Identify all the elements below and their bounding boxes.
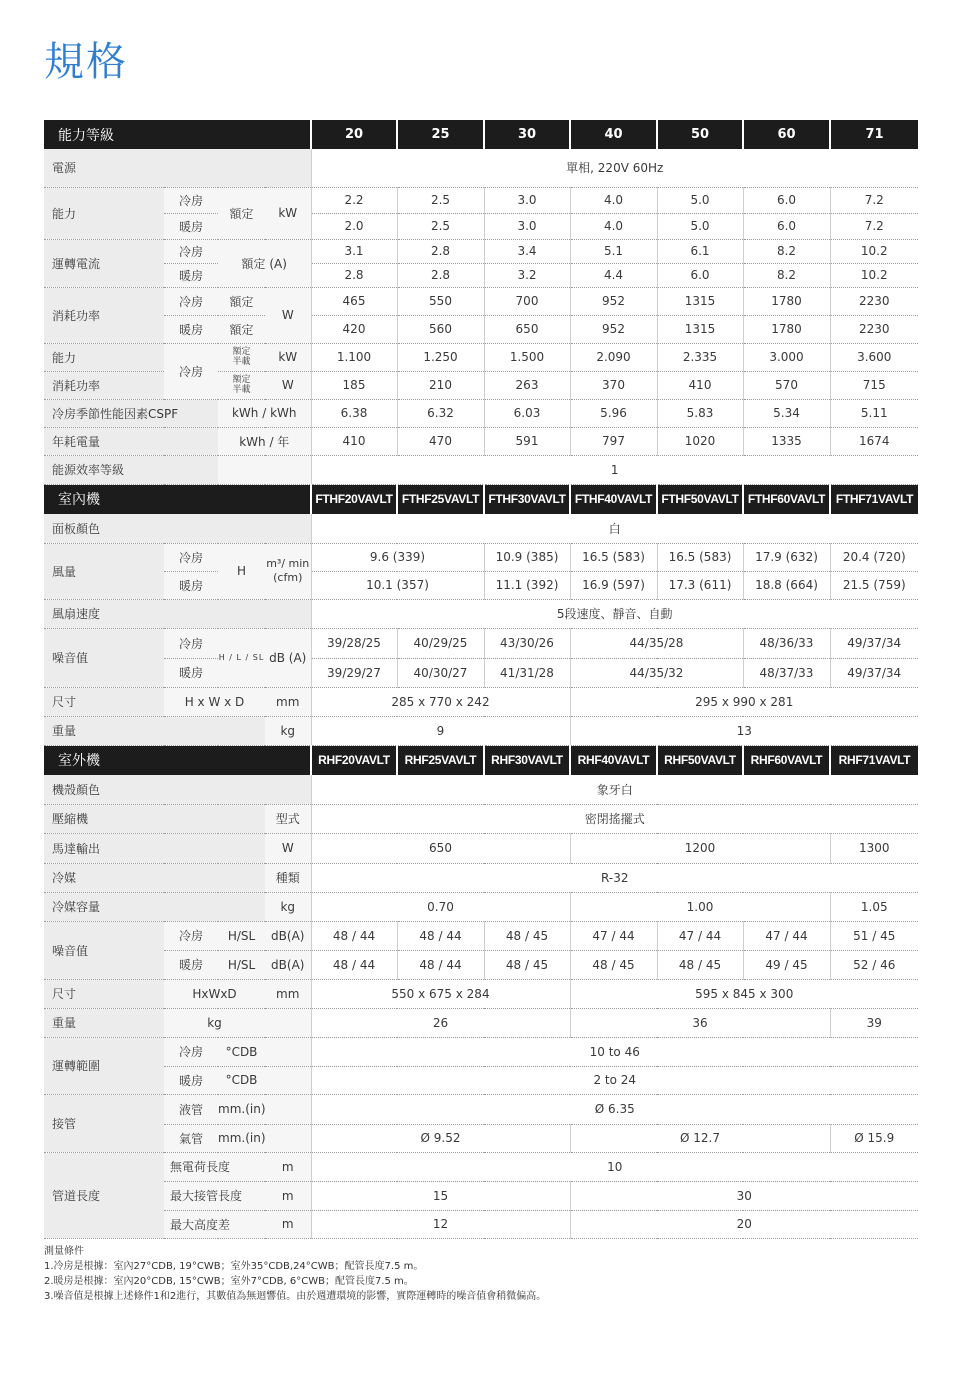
len-max-small: 15 [311,1181,570,1210]
air-cool-71: 20.4 (720) [830,543,918,571]
cspf-71: 5.11 [830,399,918,427]
pc-heat-40: 952 [570,315,657,343]
air-cool-30: 10.9 (385) [484,543,570,571]
current-cool-60: 8.2 [743,239,830,263]
annual-20: 410 [311,427,397,455]
in-dim-unit: mm [265,687,311,716]
current-heat-40: 4.4 [570,263,657,287]
current-heat-30: 3.2 [484,263,570,287]
in-dim-label: 尺寸 [44,687,164,716]
mode-cool: 冷房 [164,287,218,315]
casing-row [44,775,918,804]
half-cap-30: 1.500 [484,343,570,371]
mode-heat: 暖房 [164,1066,218,1094]
in-weight-small: 9 [311,716,570,745]
capacity-cool-50: 5.0 [657,187,743,213]
casing-value: 象牙白 [311,775,918,804]
motor-small: 650 [311,833,570,863]
in-noise-heat-71: 49/37/34 [830,658,918,687]
in-noise-heat-row [44,658,918,687]
eff-label: 能源效率等級 [44,455,218,484]
motor-label: 馬達輸出 [44,833,265,863]
pc-cool-60: 1780 [743,287,830,315]
pc-label: 消耗功率 [44,287,164,343]
notes-title: 測量條件 [44,1246,84,1257]
half-pc-40: 370 [570,371,657,399]
out-noise-cool-60: 47 / 44 [743,921,830,950]
outdoor-model-50: RHF50VAVLT [657,745,743,775]
rated-label: 額定 [218,187,265,239]
header-label: 能力等級 [44,120,311,149]
comp-unit: 型式 [265,804,311,833]
pc-heat-30: 650 [484,315,570,343]
mode-heat: 暖房 [164,658,218,687]
outdoor-model-60: RHF60VAVLT [743,745,830,775]
comp-label: 壓縮機 [44,804,265,833]
mode-cool: 冷房 [164,628,218,658]
in-dim-small: 285 x 770 x 242 [311,687,570,716]
capacity-heat-40: 4.0 [570,213,657,239]
air-cool-60: 17.9 (632) [743,543,830,571]
annual-60: 1335 [743,427,830,455]
air-heat-71: 21.5 (759) [830,571,918,599]
pc-cool-20: 465 [311,287,397,315]
class-30: 30 [484,120,570,149]
len-height-large: 20 [570,1210,918,1238]
indoor-model-71: FTHF71VAVLT [830,484,918,514]
unit-kw: kW [265,343,311,371]
measurement-notes [44,1244,546,1304]
pipe-gas-mid: Ø 12.7 [570,1124,830,1152]
half-pc-60: 570 [743,371,830,399]
in-dim-hwd: H x W x D [164,687,265,716]
pc-heat-60: 1780 [743,315,830,343]
unit-w: W [265,287,311,343]
len-height-row [44,1210,918,1238]
half-pc-50: 410 [657,371,743,399]
refq-unit: kg [265,892,311,921]
pipe-liquid-value: Ø 6.35 [311,1094,918,1124]
out-noise-label: 噪音值 [44,921,164,979]
mode-heat: 暖房 [164,315,218,343]
note-3: 3.噪音值是根據上述條件1和2進行，其數值為無迴響值。由於週遭環境的影響，實際運轉時的噪音值會稍微偏高。 [44,1291,547,1302]
out-noise-cool-50: 47 / 44 [657,921,743,950]
half-pc-30: 263 [484,371,570,399]
out-noise-heat-row [44,950,918,979]
pc-heat-71: 2230 [830,315,918,343]
pipe-gas-row [44,1124,918,1152]
motor-row [44,833,918,863]
out-weight-small: 26 [311,1008,570,1037]
out-noise-cool-20: 48 / 44 [311,921,397,950]
ref-unit: 種類 [265,863,311,892]
class-60: 60 [743,120,830,149]
in-noise-heat-25: 40/30/27 [397,658,484,687]
pipe-liquid: 液管 [164,1094,218,1124]
page-title: 規格 [44,39,128,85]
pipe-gas-small: Ø 9.52 [311,1124,570,1152]
ref-value: R-32 [311,863,918,892]
air-heat-40: 16.9 (597) [570,571,657,599]
capacity-heat-60: 6.0 [743,213,830,239]
current-cool-30: 3.4 [484,239,570,263]
annual-30: 591 [484,427,570,455]
outdoor-model-20: RHF20VAVLT [311,745,397,775]
len-unit: m [265,1210,311,1238]
pc-heat-row [44,315,918,343]
len-label: 管道長度 [44,1152,164,1238]
mode-heat: 暖房 [164,213,218,239]
mode-cool: 冷房 [164,921,218,950]
indoor-model-20: FTHF20VAVLT [311,484,397,514]
current-unit: 額定 (A) [218,239,311,287]
cspf-unit: kWh / kWh [218,399,311,427]
air-unit: m³/ min (cfm) [265,543,311,599]
pc-heat-25: 560 [397,315,484,343]
annual-40: 797 [570,427,657,455]
pc-heat-50: 1315 [657,315,743,343]
half-cap-label: 能力 [44,343,164,371]
current-cool-40: 5.1 [570,239,657,263]
current-heat-60: 8.2 [743,263,830,287]
annual-25: 470 [397,427,484,455]
cspf-40: 5.96 [570,399,657,427]
out-noise-mode: H/SL [218,921,265,950]
current-heat-50: 6.0 [657,263,743,287]
ref-row [44,863,918,892]
unit-w: W [265,371,311,399]
half-cap-row [44,343,918,371]
half-cap-50: 2.335 [657,343,743,371]
spec-table [44,120,918,1239]
mode-heat: 暖房 [164,571,218,599]
in-noise-cool-25: 40/29/25 [397,628,484,658]
in-noise-unit: dB (A) [265,628,311,687]
current-cool-25: 2.8 [397,239,484,263]
note-2: 2.暖房是根據：室內20°CDB, 15°CWB；室外7°CDB, 6°CWB；配管長度7.5 m。 [44,1276,414,1287]
cspf-60: 5.34 [743,399,830,427]
refq-large: 1.05 [830,892,918,921]
mode-cool: 冷房 [164,343,218,399]
out-dim-hwd: HxWxD [164,979,265,1008]
current-cool-20: 3.1 [311,239,397,263]
air-h: H [218,543,265,599]
half-cap-40: 2.090 [570,343,657,371]
out-noise-cool-row [44,921,918,950]
len-free-row [44,1152,918,1181]
annual-row [44,427,918,455]
in-noise-heat-30: 41/31/28 [484,658,570,687]
air-heat-20-25: 10.1 (357) [311,571,484,599]
indoor-model-25: FTHF25VAVLT [397,484,484,514]
out-noise-heat-71: 52 / 46 [830,950,918,979]
capacity-heat-25: 2.5 [397,213,484,239]
out-noise-heat-60: 49 / 45 [743,950,830,979]
in-noise-cool-20: 39/28/25 [311,628,397,658]
power-label: 電源 [44,149,311,187]
current-heat-25: 2.8 [397,263,484,287]
half-cap-20: 1.100 [311,343,397,371]
pipe-gas-large: Ø 15.9 [830,1124,918,1152]
out-weight-unit: kg [164,1008,265,1037]
cspf-label: 冷房季節性能因素CSPF [44,399,218,427]
pc-cool-71: 2230 [830,287,918,315]
ref-label: 冷媒 [44,863,265,892]
in-noise-cool-60: 48/36/33 [743,628,830,658]
annual-50: 1020 [657,427,743,455]
out-weight-large: 39 [830,1008,918,1037]
casing-label: 機殼顏色 [44,775,311,804]
capacity-cool-71: 7.2 [830,187,918,213]
in-weight-label: 重量 [44,716,265,745]
half-cap-60: 3.000 [743,343,830,371]
rated-half: 額定 半載 [218,371,265,399]
out-noise-cool-25: 48 / 44 [397,921,484,950]
range-cool-value: 10 to 46 [311,1037,918,1066]
capacity-heat-20: 2.0 [311,213,397,239]
in-noise-cool-30: 43/30/26 [484,628,570,658]
half-pc-label: 消耗功率 [44,371,164,399]
range-cool-row [44,1037,918,1066]
in-dim-row [44,687,918,716]
rated-label: 額定 [218,315,265,343]
out-noise-cool-30: 48 / 45 [484,921,570,950]
cspf-50: 5.83 [657,399,743,427]
in-dim-large: 295 x 990 x 281 [570,687,918,716]
capacity-heat-row [44,213,918,239]
range-heat-value: 2 to 24 [311,1066,918,1094]
current-cool-50: 6.1 [657,239,743,263]
refq-mid: 1.00 [570,892,830,921]
half-cap-25: 1.250 [397,343,484,371]
cspf-30: 6.03 [484,399,570,427]
in-weight-unit: kg [265,716,311,745]
pc-cool-40: 952 [570,287,657,315]
air-heat-50: 17.3 (611) [657,571,743,599]
half-pc-20: 185 [311,371,397,399]
len-unit: m [265,1181,311,1210]
indoor-model-40: FTHF40VAVLT [570,484,657,514]
out-noise-heat-50: 48 / 45 [657,950,743,979]
pc-cool-50: 1315 [657,287,743,315]
fan-label: 風扇速度 [44,599,311,628]
current-cool-71: 10.2 [830,239,918,263]
out-weight-mid: 36 [570,1008,830,1037]
capacity-cool-25: 2.5 [397,187,484,213]
out-noise-unit: dB(A) [265,921,311,950]
air-heat-row [44,571,918,599]
len-max-large: 30 [570,1181,918,1210]
fan-value: 5段速度、靜音、自動 [311,599,918,628]
in-noise-heat-40-50: 44/35/32 [570,658,743,687]
pc-cool-30: 700 [484,287,570,315]
outdoor-model-71: RHF71VAVLT [830,745,918,775]
in-noise-heat-20: 39/29/27 [311,658,397,687]
pc-heat-20: 420 [311,315,397,343]
in-noise-label: 噪音值 [44,628,164,687]
air-cool-50: 16.5 (583) [657,543,743,571]
in-noise-heat-60: 48/37/33 [743,658,830,687]
capacity-cool-30: 3.0 [484,187,570,213]
mode-heat: 暖房 [164,263,218,287]
out-dim-row [44,979,918,1008]
range-label: 運轉範圍 [44,1037,164,1094]
pipe-unit: mm.(in) [218,1124,265,1152]
indoor-header-row [44,484,918,514]
len-free-label: 無電荷長度 [164,1152,265,1181]
pc-cool-25: 550 [397,287,484,315]
current-heat-row [44,263,918,287]
fan-row [44,599,918,628]
indoor-model-50: FTHF50VAVLT [657,484,743,514]
out-noise-mode: H/SL [218,950,265,979]
note-1: 1.冷房是根據：室內27°CDB, 19°CWB；室外35°CDB,24°CWB；配管長度7.5 m。 [44,1261,424,1272]
out-noise-unit: dB(A) [265,950,311,979]
mode-cool: 冷房 [164,1037,218,1066]
eff-value: 1 [311,455,918,484]
out-noise-cool-71: 51 / 45 [830,921,918,950]
half-pc-25: 210 [397,371,484,399]
indoor-model-30: FTHF30VAVLT [484,484,570,514]
in-noise-cool-40-50: 44/35/28 [570,628,743,658]
outdoor-header-row [44,745,918,775]
motor-mid: 1200 [570,833,830,863]
rated-half: 額定 半載 [218,343,265,371]
capacity-cool-40: 4.0 [570,187,657,213]
cspf-row [44,399,918,427]
unit-kw: kW [265,187,311,239]
out-weight-label: 重量 [44,1008,164,1037]
in-noise-cool-71: 49/37/34 [830,628,918,658]
class-40: 40 [570,120,657,149]
range-heat-row [44,1066,918,1094]
out-noise-heat-20: 48 / 44 [311,950,397,979]
cspf-20: 6.38 [311,399,397,427]
air-label: 風量 [44,543,164,599]
class-71: 71 [830,120,918,149]
class-25: 25 [397,120,484,149]
out-dim-small: 550 x 675 x 284 [311,979,570,1008]
current-heat-71: 10.2 [830,263,918,287]
capacity-cool-row [44,187,918,213]
refq-label: 冷媒容量 [44,892,265,921]
mode-heat: 暖房 [164,950,218,979]
indoor-model-60: FTHF60VAVLT [743,484,830,514]
capacity-cool-20: 2.2 [311,187,397,213]
out-noise-cool-40: 47 / 44 [570,921,657,950]
pipe-gas: 氣管 [164,1124,218,1152]
in-weight-row [44,716,918,745]
out-dim-unit: mm [265,979,311,1008]
in-weight-large: 13 [570,716,918,745]
air-heat-60: 18.8 (664) [743,571,830,599]
out-noise-heat-30: 48 / 45 [484,950,570,979]
annual-71: 1674 [830,427,918,455]
len-max-row [44,1181,918,1210]
motor-unit: W [265,833,311,863]
len-free-value: 10 [311,1152,918,1181]
capacity-label: 能力 [44,187,164,239]
comp-row [44,804,918,833]
refq-small: 0.70 [311,892,570,921]
pipe-liquid-row [44,1094,918,1124]
in-noise-cool-row [44,628,918,658]
outdoor-model-30: RHF30VAVLT [484,745,570,775]
out-weight-row [44,1008,918,1037]
len-height-small: 12 [311,1210,570,1238]
outdoor-model-25: RHF25VAVLT [397,745,484,775]
capacity-heat-30: 3.0 [484,213,570,239]
pipe-label: 接管 [44,1094,164,1152]
air-cool-20-25: 9.6 (339) [311,543,484,571]
capacity-heat-71: 7.2 [830,213,918,239]
capacity-cool-60: 6.0 [743,187,830,213]
panel-label: 面板顏色 [44,514,311,543]
len-max-label: 最大接管長度 [164,1181,265,1210]
current-cool-row [44,239,918,263]
power-value: 單相, 220V 60Hz [311,149,918,187]
pc-cool-row [44,287,918,315]
rated-label: 額定 [218,287,265,315]
current-label: 運轉電流 [44,239,164,287]
out-noise-heat-25: 48 / 44 [397,950,484,979]
range-unit: °CDB [218,1066,265,1094]
len-unit: m [265,1152,311,1181]
half-cap-71: 3.600 [830,343,918,371]
refq-row [44,892,918,921]
mode-cool: 冷房 [164,239,218,263]
air-cool-row [44,543,918,571]
indoor-section-title: 室內機 [44,484,311,514]
mode-cool: 冷房 [164,187,218,213]
capacity-heat-50: 5.0 [657,213,743,239]
panel-row [44,514,918,543]
air-cool-40: 16.5 (583) [570,543,657,571]
power-row [44,149,918,187]
header-row [44,120,918,149]
eff-row [44,455,918,484]
range-unit: °CDB [218,1037,265,1066]
out-noise-heat-40: 48 / 45 [570,950,657,979]
class-20: 20 [311,120,397,149]
cspf-25: 6.32 [397,399,484,427]
outdoor-section-title: 室外機 [44,745,311,775]
in-noise-mode: H / L / SL [218,628,265,687]
panel-value: 白 [311,514,918,543]
half-pc-71: 715 [830,371,918,399]
len-height-label: 最大高度差 [164,1210,265,1238]
annual-unit: kWh / 年 [218,427,311,455]
pipe-unit: mm.(in) [218,1094,265,1124]
annual-label: 年耗電量 [44,427,218,455]
motor-large: 1300 [830,833,918,863]
class-50: 50 [657,120,743,149]
comp-value: 密閉搖擺式 [311,804,918,833]
mode-cool: 冷房 [164,543,218,571]
out-dim-label: 尺寸 [44,979,164,1008]
out-dim-large: 595 x 845 x 300 [570,979,918,1008]
air-heat-30: 11.1 (392) [484,571,570,599]
outdoor-model-40: RHF40VAVLT [570,745,657,775]
current-heat-20: 2.8 [311,263,397,287]
